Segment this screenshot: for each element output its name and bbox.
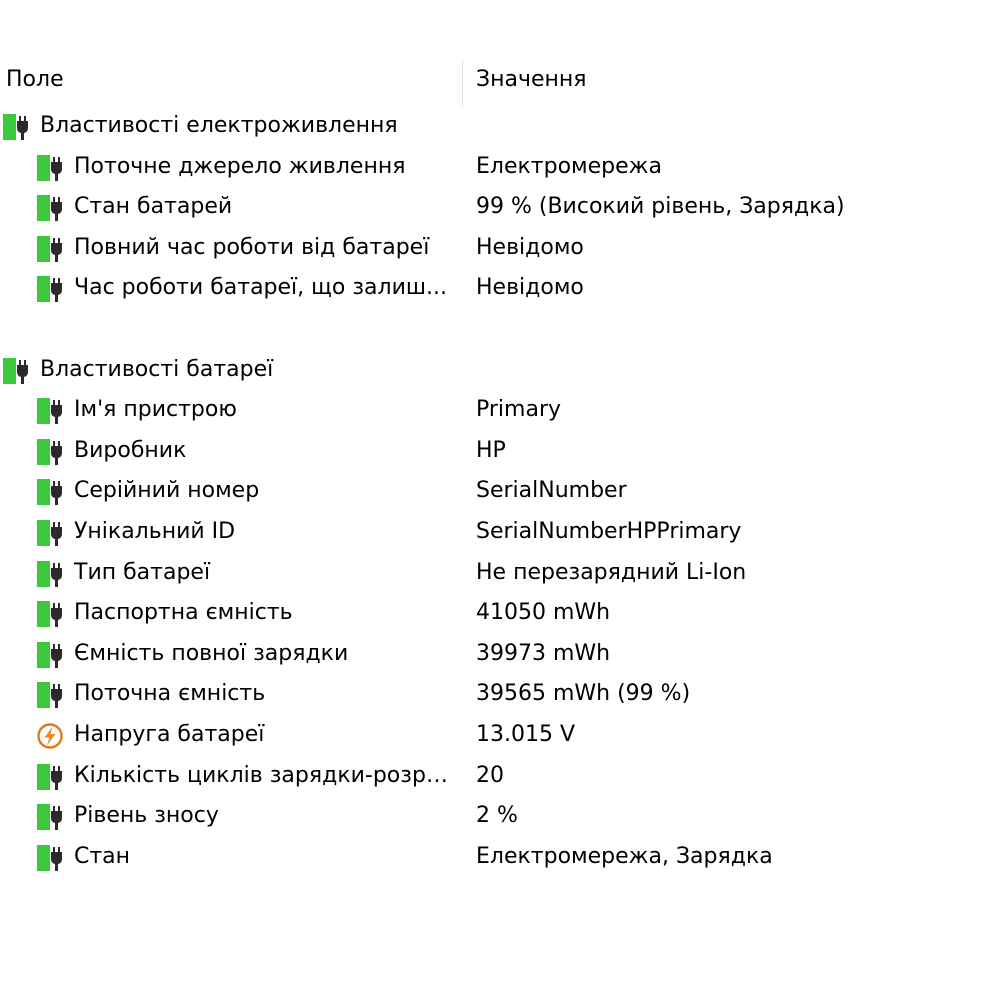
property-row[interactable] — [0, 187, 1000, 228]
property-row[interactable] — [0, 553, 1000, 594]
property-row[interactable] — [0, 268, 1000, 309]
field-label: Поточне джерело живлення — [74, 153, 406, 179]
field-value: 20 — [476, 762, 504, 788]
field-label: Напруга батареї — [74, 721, 265, 747]
field-value: SerialNumberHPPrimary — [476, 518, 742, 544]
property-row[interactable] — [0, 228, 1000, 269]
battery-plug-icon — [36, 275, 68, 303]
group-label: Властивості електроживлення — [40, 113, 398, 138]
field-value: Невідомо — [476, 275, 584, 301]
battery-plug-icon — [36, 194, 68, 222]
battery-plug-icon — [36, 600, 68, 628]
field-label: Рівень зносу — [74, 803, 219, 829]
field-value: Не перезарядний Li-Ion — [476, 559, 747, 585]
battery-plug-icon — [36, 763, 68, 791]
field-value: Електромережа — [476, 153, 662, 179]
field-value: 2 % — [476, 803, 518, 829]
field-value: SerialNumber — [476, 478, 627, 504]
field-label: Поточна ємність — [74, 681, 266, 707]
column-header-field[interactable]: Поле — [6, 67, 64, 92]
battery-plug-icon — [36, 641, 68, 669]
battery-plug-icon — [36, 681, 68, 709]
field-value: Невідомо — [476, 234, 584, 260]
field-label: Унікальний ID — [74, 518, 236, 544]
field-value: HP — [476, 437, 506, 463]
list-body — [0, 106, 1000, 877]
property-row[interactable] — [0, 147, 1000, 188]
column-header-value[interactable]: Значення — [476, 67, 587, 92]
field-value: 13.015 V — [476, 721, 576, 747]
field-label: Час роботи батареї, що залиш... — [74, 275, 447, 301]
field-label: Паспортна ємність — [74, 600, 293, 626]
battery-plug-icon — [36, 844, 68, 872]
field-value: 99 % (Високий рівень, Зарядка) — [476, 194, 845, 220]
field-value: Електромережа, Зарядка — [476, 843, 773, 869]
property-row[interactable] — [0, 390, 1000, 431]
lightning-icon — [36, 722, 68, 750]
field-label: Тип батареї — [74, 559, 211, 585]
battery-plug-icon — [36, 154, 68, 182]
battery-plug-icon — [36, 560, 68, 588]
group-row[interactable] — [0, 350, 1000, 391]
property-row[interactable] — [0, 796, 1000, 837]
field-value: 41050 mWh — [476, 600, 611, 626]
property-row[interactable] — [0, 756, 1000, 797]
property-row[interactable] — [0, 431, 1000, 472]
battery-plug-icon — [2, 113, 34, 141]
property-row[interactable] — [0, 715, 1000, 756]
field-label: Кількість циклів зарядки-розря... — [74, 762, 460, 788]
field-value: 39565 mWh (99 %) — [476, 681, 691, 707]
field-label: Стан — [74, 843, 131, 869]
field-value: 39973 mWh — [476, 640, 611, 666]
group-row[interactable] — [0, 106, 1000, 147]
group-label: Властивості батареї — [40, 356, 274, 382]
field-label: Серійний номер — [74, 478, 260, 504]
property-row[interactable] — [0, 593, 1000, 634]
field-label: Виробник — [74, 437, 187, 463]
group-spacer — [0, 309, 1000, 350]
battery-plug-icon — [36, 235, 68, 263]
property-row[interactable] — [0, 634, 1000, 675]
field-label: Ім'я пристрою — [74, 397, 237, 423]
field-label: Повний час роботи від батареї — [74, 234, 430, 260]
list-header — [0, 60, 1000, 106]
battery-plug-icon — [36, 519, 68, 547]
field-label: Стан батарей — [74, 194, 233, 220]
battery-plug-icon — [36, 438, 68, 466]
battery-plug-icon — [36, 397, 68, 425]
property-row[interactable] — [0, 471, 1000, 512]
column-divider[interactable] — [462, 60, 463, 106]
property-row[interactable] — [0, 674, 1000, 715]
battery-plug-icon — [36, 478, 68, 506]
battery-plug-icon — [2, 357, 34, 385]
field-value: Primary — [476, 397, 562, 423]
field-label: Ємність повної зарядки — [74, 640, 349, 666]
battery-plug-icon — [36, 803, 68, 831]
property-row[interactable] — [0, 837, 1000, 878]
property-row[interactable] — [0, 512, 1000, 553]
properties-list-view[interactable] — [0, 60, 1000, 877]
